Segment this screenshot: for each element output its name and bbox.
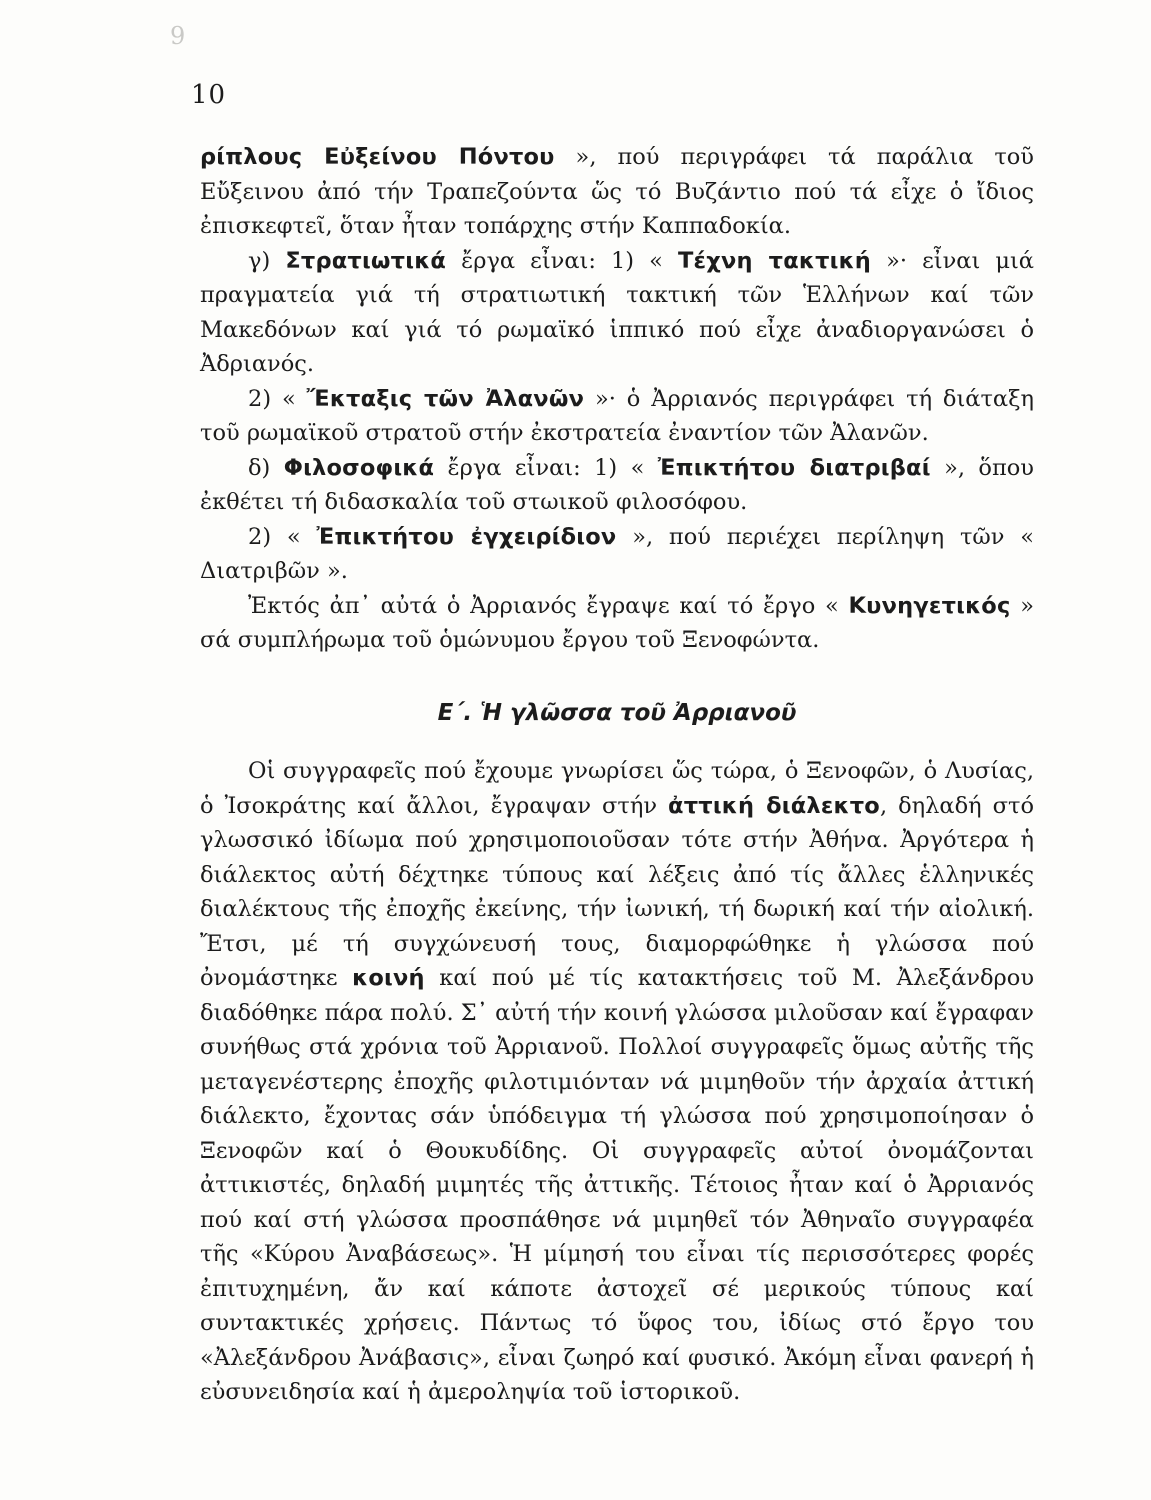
bold-term: Ἐπικτήτου ἐγχειρίδιον	[316, 523, 617, 550]
bold-term: ἀττική διάλεκτο	[668, 792, 880, 819]
text-run: Ἐκτός ἀπ᾿ αὐτά ὁ Ἀρριανός ἔγραψε καί τό ἔργο «	[248, 592, 849, 619]
text-run: », ὅπου ἐκθέτει τή διδασκαλία τοῦ στωικοῦ φιλοσόφου.	[200, 454, 1034, 515]
bold-term: ρίπλους Εὐξείνου Πόντου	[200, 144, 555, 170]
bold-term: Ἐπικτήτου διατριβαί	[657, 454, 931, 481]
works-list-section	[200, 140, 1034, 658]
text-run: 2) «	[248, 385, 307, 412]
text-run: καί πού μέ τίς κατακτήσεις τοῦ Μ. Ἀλεξάνδρου διαδόθηκε πάρα πολύ. Σ᾿ αὐτή τήν κοινή γλώσσα μιλοῦσαν καί ἔγραφαν συνήθως στά χρόνια τοῦ Ἀρριανοῦ. Πολλοί συγγραφεῖς ὅμως αὐτῆς τῆς μεταγενέστερης ἐποχῆς φιλοτιμιόνταν νά μιμηθοῦν τήν ἀρχαία ἀττική διάλεκτο, ἔχοντας σάν ὑπόδειγμα τή γλώσσα πού χρησιμοποίησαν ὁ Ξενοφῶν καί ὁ Θουκυδίδης. Οἱ συγγραφεῖς αὐτοί ὀνομάζονται ἀττικιστές, δηλαδή μιμητές τῆς ἀττικῆς. Τέτοιος ἦταν καί ὁ Ἀρριανός πού καί στή γλώσσα προσπάθησε νά μιμηθεῖ τόν Ἀθηναῖο συγγραφέα τῆς «Κύρου Ἀναβάσεως». Ἡ μίμησή του εἶναι τίς περισσότερες φορές ἐπιτυχημένη, ἄν καί κάποτε ἀστοχεῖ σέ μερικούς τύπους καί συντακτικές χρήσεις. Πάντως τό ὕφος του, ἰδίως στό ἔργο του «Ἀλεξάνδρου Ἀνάβασις», εἶναι ζωηρό καί φυσικό. Ἀκόμη εἶναι φανερή ἡ εὐσυνειδησία καί ἡ ἀμεροληψία τοῦ ἱστορικοῦ.	[200, 965, 1035, 1405]
section-heading: Ε΄. Ἡ γλῶσσα τοῦ Ἀρριανοῦ	[437, 699, 797, 726]
text-run: , δηλαδή στό γλωσσικό ἰδίωμα πού χρησιμοποιοῦσαν τότε στήν Ἀθήνα. Ἀργότερα ἡ διάλεκτος αὐτή δέχτηκε τύπους καί λέξεις ἀπό τίς ἄλλες ἑλληνικές διαλέκτους τῆς ἐποχῆς ἐκείνης, τήν ἰωνική, τή δωρική καί τήν αἰολική. Ἔτσι, μέ τή συγχώνευσή τους, διαμορφώθηκε ἡ γλώσσα πού ὀνομάστηκε	[200, 792, 1035, 991]
text-run: Οἱ συγγραφεῖς πού ἔχουμε γνωρίσει ὥς τώρα, ὁ Ξενοφῶν, ὁ Λυσίας, ὁ Ἰσοκράτης καί ἄλλοι, ἔγραψαν στήν	[200, 758, 1034, 819]
text-run: 2) «	[248, 523, 317, 550]
page-number: 10	[191, 80, 227, 110]
text-run: »· εἶναι μιά πραγματεία γιά τή στρατιωτική τακτική τῶν Ἑλλήνων καί τῶν Μακεδόνων καί γιά τό ρωμαϊκό ἱππικό πού εἶχε ἀναδιοργανώσει ὁ Ἀδριανός.	[200, 247, 1034, 377]
bleed-through-page-number: 9	[170, 22, 186, 50]
paragraph	[200, 520, 1034, 589]
language-section	[200, 754, 1034, 1410]
text-run: δ)	[248, 454, 284, 481]
bold-term: Φιλοσοφικά	[283, 454, 435, 481]
paragraph	[200, 140, 1034, 244]
paragraph	[200, 244, 1034, 382]
paragraph	[200, 754, 1034, 1410]
page-body	[200, 140, 1034, 1410]
text-run: » σά συμπλήρωμα τοῦ ὁμώνυμου ἔργου τοῦ Ξενοφώντα.	[200, 592, 1034, 653]
bold-term: Κυνηγετικός	[848, 592, 1011, 619]
bold-term: Τέχνη τακτική	[678, 247, 872, 274]
bold-term: Ἔκταξις τῶν Ἀλανῶν	[306, 385, 585, 412]
text-run: γ)	[248, 247, 286, 274]
text-run: »· ὁ Ἀρριανός περιγράφει τή διάταξη τοῦ ρωμαϊκοῦ στρατοῦ στήν ἐκστρατεία ἐναντίον τῶν Ἀλανῶν.	[200, 385, 1034, 446]
text-run: ἔργα εἶναι: 1) «	[434, 454, 658, 481]
paragraph	[200, 382, 1034, 451]
paragraph	[200, 589, 1034, 658]
text-run: ἔργα εἶναι: 1) «	[446, 247, 678, 274]
bold-term: Στρατιωτικά	[285, 247, 447, 274]
bold-term: κοινή	[352, 965, 425, 991]
text-run: », πού περιέχει περίληψη τῶν « Διατριβῶν ».	[200, 523, 1034, 584]
text-run: », πού περιγράφει τά παράλια τοῦ Εὔξεινου ἀπό τήν Τραπεζούντα ὥς τό Βυζάντιο πού τά εἶχε ὁ ἴδιος ἐπισκεφτεῖ, ὅταν ἦταν τοπάρχης στήν Καππαδοκία.	[200, 144, 1034, 239]
paragraph	[200, 451, 1034, 520]
